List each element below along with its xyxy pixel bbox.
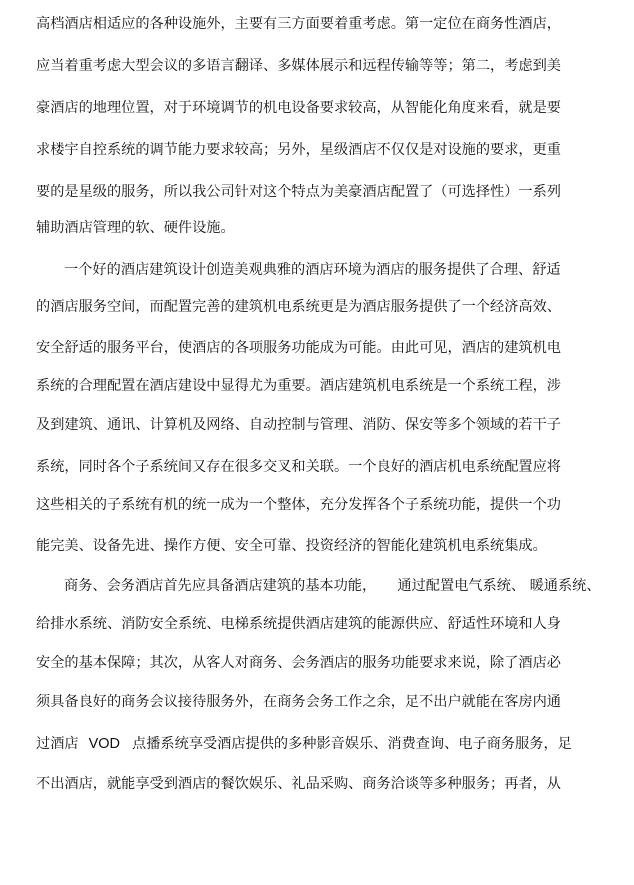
paragraph-3-line-1: 商务、会务酒店首先应具备酒店建筑的基本功能， 通过配置电气系统、 暖通系统、	[64, 578, 601, 594]
paragraph-2-line-2: 的酒店服务空间，而配置完善的建筑机电系统更是为酒店服务提供了一个经济高效、	[36, 299, 561, 315]
paragraph-3-line-5	[36, 733, 606, 755]
paragraph-3-line-5-text-after: 点播系统享受酒店提供的多种影音娱乐、消费查询、电子商务服务，足	[132, 736, 572, 752]
vod-term: VOD	[88, 736, 120, 752]
paragraph-2-line-6: 系统，同时各个子系统间又存在很多交叉和关联。一个良好的酒店机电系统配置应将	[36, 459, 561, 475]
paragraph-2-line-7: 这些相关的子系统有机的统一成为一个整体，充分发挥各个子系统功能，提供一个功	[36, 497, 561, 513]
paragraph-3-line-5-text-before: 过酒店	[36, 736, 79, 752]
paragraph-2-line-4: 系统的合理配置在酒店建设中显得尤为重要。酒店建筑机电系统是一个系统工程，涉	[36, 378, 561, 394]
paragraph-1-line-2: 应当着重考虑大型会议的多语言翻译、多媒体展示和远程传输等等；第二，考虑到美	[36, 58, 561, 74]
paragraph-1-line-3: 豪酒店的地理位置，对于环境调节的机电设备要求较高，从智能化角度来看，就是要	[36, 100, 561, 116]
paragraph-3-line-6: 不出酒店，就能享受到酒店的餐饮娱乐、礼品采购、商务洽谈等多种服务；再者，从	[36, 776, 561, 792]
paragraph-3-line-2: 给排水系统、消防安全系统、电梯系统提供酒店建筑的能源供应、舒适性环境和人身	[36, 616, 561, 632]
paragraph-2-line-3: 安全舒适的服务平台，使酒店的各项服务功能成为可能。由此可见，酒店的建筑机电	[36, 340, 561, 356]
paragraph-1-line-5: 要的是星级的服务，所以我公司针对这个特点为美豪酒店配置了（可选择性）一系列	[36, 184, 561, 200]
paragraph-3-line-3: 安全的基本保障；其次，从客人对商务、会务酒店的服务功能要求来说，除了酒店必	[36, 655, 561, 671]
paragraph-2-line-5: 及到建筑、通讯、计算机及网络、自动控制与管理、消防、保安等多个领域的若干子	[36, 417, 561, 433]
paragraph-2-line-1: 一个好的酒店建筑设计创造美观典雅的酒店环境为酒店的服务提供了合理、舒适	[64, 262, 561, 278]
paragraph-1-line-1: 高档酒店相适应的各种设施外，主要有三方面要着重考虑。第一定位在商务性酒店，	[36, 16, 561, 32]
paragraph-2-line-8: 能完美、设备先进、操作方便、安全可靠、投资经济的智能化建筑机电系统集成。	[36, 538, 547, 554]
paragraph-1-line-6: 辅助酒店管理的软、硬件设施。	[36, 220, 235, 236]
paragraph-3-line-4: 须具备良好的商务会议接待服务外，在商务会务工作之余，足不出户就能在客房内通	[36, 694, 561, 710]
paragraph-1-line-4: 求楼宇自控系统的调节能力要求较高；另外，星级酒店不仅仅是对设施的要求，更重	[36, 142, 561, 158]
